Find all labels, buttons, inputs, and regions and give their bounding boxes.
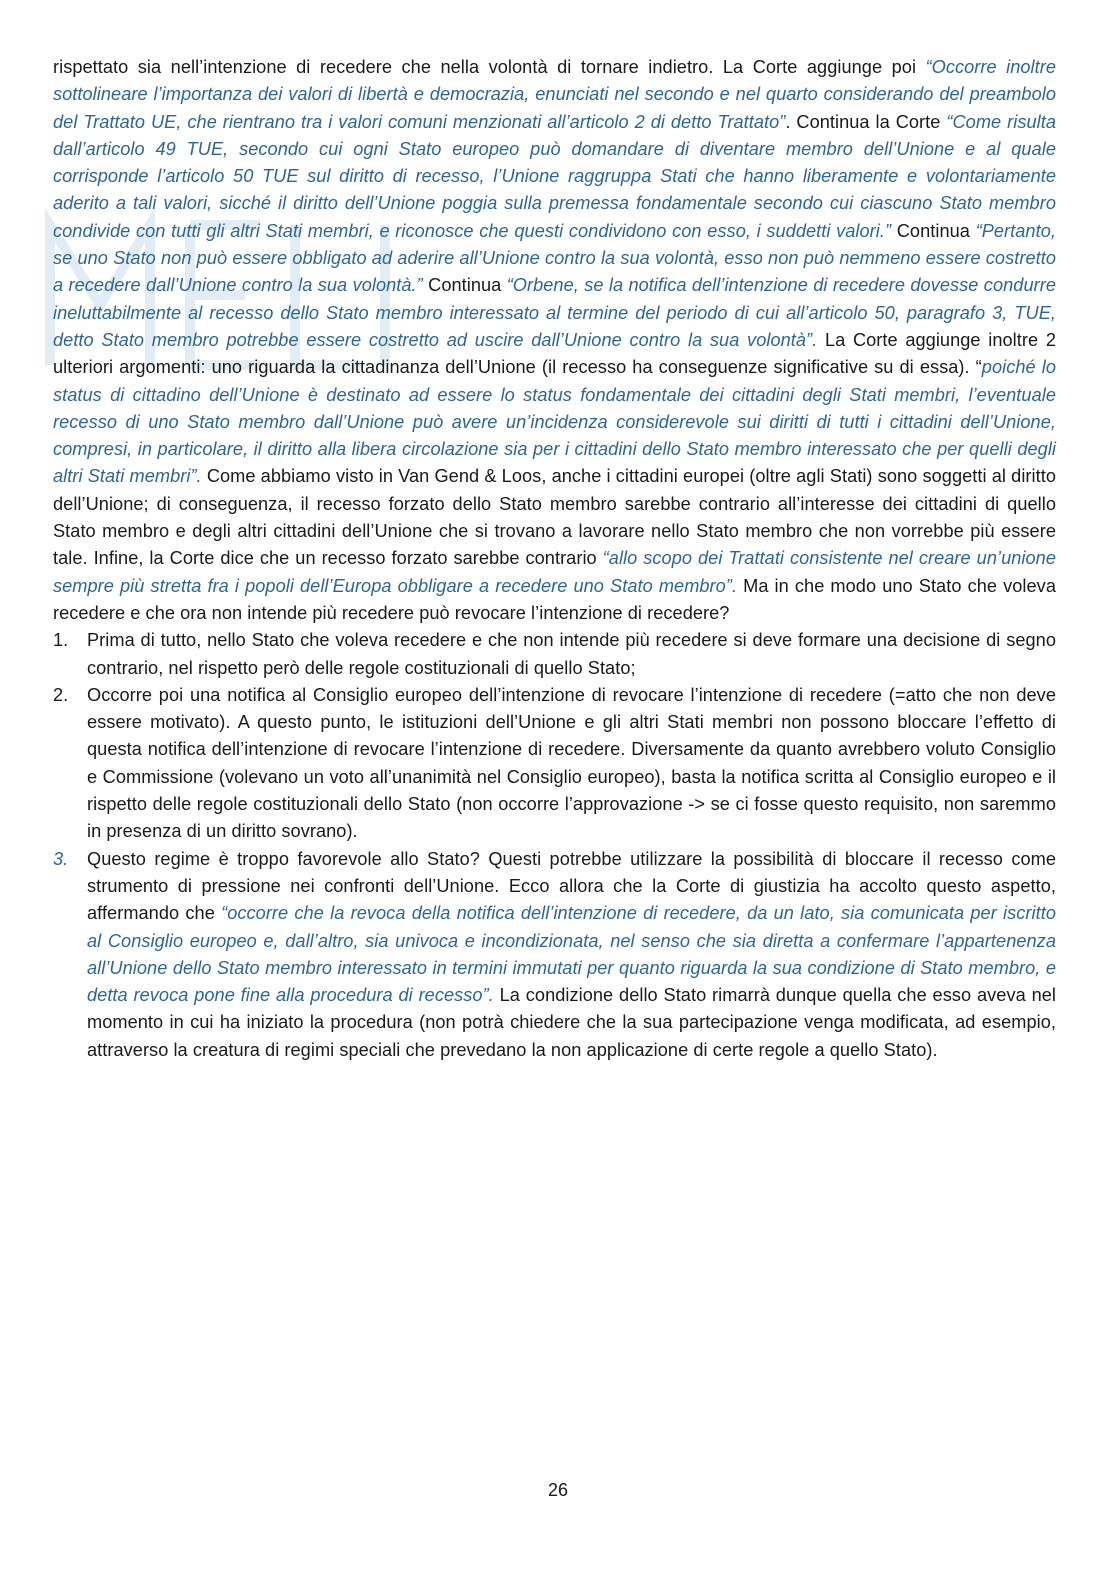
text-span: Continua [422,275,507,296]
court-quote: “occorre che la revoca della notifica dell’intenzione di recedere, da un lato, sia comunicata per iscritto al Consiglio europeo e, dall’altro, sia univoca e incondizionata, nel senso che sia diretta a confermare l’appartenenza all’Unione dello Stato membro interessato in termini immutati per quanto riguarda la sua condizione di Stato membro, e detta revoca pone fine alla procedura di recesso”. [87,903,1056,1006]
list-item [53,846,1056,1064]
court-quote: “allo scopo dei Trattati consistente nel creare un’unione sempre più stretta fra i popoli dell’Europa obbligare a recedere uno Stato membro”. [53,548,1056,596]
list-number: 3. [53,848,69,869]
list-item-text: Prima di tutto, nello Stato che voleva recedere e che non intende più recedere si deve formare una decisione di segno contrario, nel rispetto però delle regole costituzionali di quello Stato; [87,630,1056,678]
text-span: rispettato sia nell’intenzione di recedere che nella volontà di tornare indietro. La Corte aggiunge poi [53,57,926,77]
text-span: . Continua la Corte [785,111,947,132]
list-item [53,682,1056,846]
text-span: Come abbiamo visto in Van Gend & Loos, anche i cittadini europei (oltre agli Stati) sono soggetti al diritto dell’Unione; di conseguenza, il recesso forzato dello Stato membro sarebbe contrario all’interesse dei cittadini di quello Stato membro e degli altri cittadini dell’Unione che si trovano a lavorare nello Stato membro che non vorrebbe più essere tale. Infine, la Corte dice che un recesso forzato sarebbe contrario [53,466,1056,569]
text-span: Questo regime è troppo favorevole allo Stato? Questi potrebbe utilizzare la possibilità di bloccare il recesso come strumento di pressione nei confronti dell’Unione. Ecco allora che la Corte di giustizia ha accolto questo aspetto, affermando che [87,848,1056,924]
list-item [53,627,1056,682]
text-span: La condizione dello Stato rimarrà dunque quella che esso aveva nel momento in cui ha iniziato la procedura (non potrà chiedere che la sua partecipazione venga modificata, ad esempio, attraverso la creatura di regimi speciali che prevedano la non applicazione di certe regole a quello Stato). [87,985,1056,1060]
document-page [53,54,1056,1064]
body-paragraph [53,54,1056,627]
court-quote: “Pertanto, se uno Stato non può essere obbligato ad aderire all’Unione contro la sua volontà, esso non può nemmeno essere costretto a recedere dall’Unione contro la sua volontà.” [53,220,1056,296]
court-quote: poiché lo status di cittadino dell’Unione è destinato ad essere lo status fondamentale dei cittadini degli Stati membri, l’eventuale recesso di uno Stato membro dall’Unione può avere un’incidenza considerevole sui diritti di tutti i cittadini dell’Unione, compresi, in particolare, il diritto alla libera circolazione sia per i cittadini dello Stato membro interessato che per quelli degli altri Stati membri”. [53,357,1056,487]
page-number: 26 [547,1480,569,1500]
list-item-text: Occorre poi una notifica al Consiglio europeo dell’intenzione di revocare l’intenzione di recedere (=atto che non deve essere motivato). A questo punto, le istituzioni dell’Unione e gli altri Stati membri non possono bloccare l’effetto di questa notifica dell’intenzione di revocare l’intenzione di recedere. Diversamente da quanto avrebbero voluto Consiglio e Commissione (volevano un voto all’unanimità nel Consiglio europeo), basta la notifica scritta al Consiglio europeo e il rispetto delle regole costituzionali dello Stato (non occorre l’approvazione -> se ci fosse questo requisito, non saremmo in presenza di un diritto sovrano). [87,684,1056,842]
court-quote: “Orbene, se la notifica dell’intenzione di recedere dovesse condurre ineluttabilmente al recesso dello Stato membro interessato al termine del periodo di cui all’articolo 50, paragrafo 3, TUE, detto Stato membro potrebbe essere costretto ad uscire dall’Unione contro la sua volontà”. [53,275,1056,350]
text-span: Continua [891,220,976,241]
list-number: 1. [53,630,69,651]
court-quote: “Occorre inoltre sottolineare l’importanza dei valori di libertà e democrazia, enunciati nel secondo e nel quarto considerando del preambolo del Trattato UE, che rientrano tra i valori comuni menzionati all’articolo 2 di detto Trattato” [53,57,1057,132]
text-span: Ma in che modo uno Stato che voleva recedere e che ora non intende più recedere può revocare l’intenzione di recedere? [53,575,1056,623]
text-span: La Corte aggiunge inoltre 2 ulteriori argomenti: uno riguarda la cittadinanza dell’Unione (il recesso ha conseguenze significative su di essa). “ [53,329,1056,378]
list-number: 2. [53,684,69,705]
court-quote: “Come risulta dall’articolo 49 TUE, secondo cui ogni Stato europeo può domandare di diventare membro dell’Unione e al quale corrisponde l’articolo 50 TUE sul diritto di recesso, l’Unione raggruppa Stati che hanno liberamente e volontariamente aderito a tali valori, sicché il diritto dell’Unione poggia sulla premessa fondamentale secondo cui ciascuno Stato membro condivide con tutti gli altri Stati membri, e riconosce che questi condividono con esso, i suddetti valori.” [53,111,1056,241]
numbered-list [53,627,1056,1064]
